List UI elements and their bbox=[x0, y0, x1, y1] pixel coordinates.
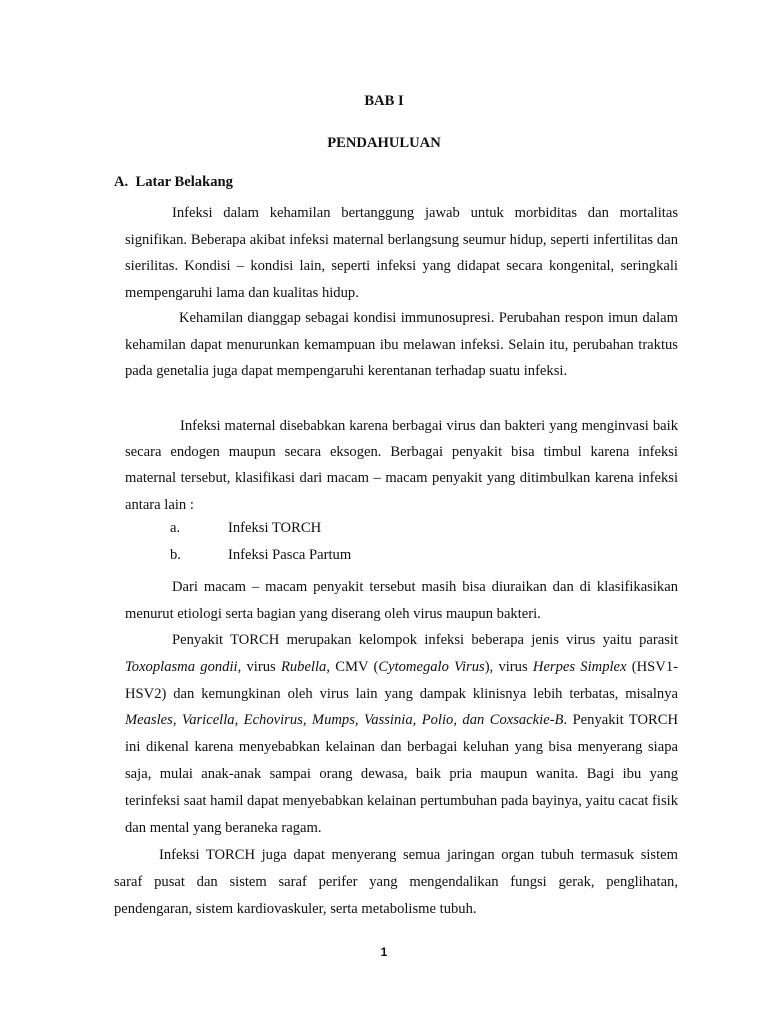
italic-term: Rubella bbox=[280, 658, 327, 675]
list-item bbox=[170, 547, 351, 564]
list-item bbox=[170, 520, 321, 537]
list-marker: a. bbox=[170, 520, 181, 536]
paragraph-6: Infeksi TORCH juga dapat menyerang semua jaringan organ tubuh termasuk sistem saraf pusat dan sistem saraf perifer yang mengendalikan fungsi gerak, penglihatan, pendengaran, sistem kardiovaskuler, serta metabolisme tubuh. bbox=[114, 847, 678, 917]
list-text: Infeksi TORCH bbox=[228, 520, 322, 536]
chapter-title: PENDAHULUAN bbox=[327, 135, 441, 151]
italic-term: Cytomegalo Virus bbox=[378, 658, 485, 675]
paragraph-3: Infeksi maternal disebabkan karena berbagai virus dan bakteri yang menginvasi baik secara endogen maupun secara eksogen. Berbagai penyakit bisa timbul karena infeksi maternal tersebut, klasifikasi dari macam – macam penyakit yang ditimbulkan karena infeksi antara lain : bbox=[125, 418, 678, 513]
page-number: 1 bbox=[380, 945, 388, 959]
paragraph-2: Kehamilan dianggap sebagai kondisi immunosupresi. Perubahan respon imun dalam kehamilan dapat menurunkan kemampuan ibu melawan infeksi. Selain itu, perubahan traktus pada genetalia juga dapat mempengaruhi kerentanan terhadap suatu infeksi. bbox=[125, 310, 678, 379]
paragraph-5: Penyakit TORCH merupakan kelompok infeksi beberapa jenis virus yaitu parasit Toxoplasma gondii, virus Rubella, CMV (Cytomegalo Virus), virus Herpes Simplex (HSV1-HSV2) dan kemungkinan oleh virus lain yang dampak klinisnya lebih terbatas, misalnya Measles, Varicella, Echovirus, Mumps, Vassinia, Polio, dan Coxsackie-B. Penyakit TORCH ini dikenal karena menyebabkan kelainan dan berbagai keluhan yang bisa menyerang siapa saja, mulai anak-anak sampai orang dewasa, baik pria maupun wanita. Bagi ibu yang terinfeksi saat hamil dapat menyebabkan kelainan pertumbuhan pada bayinya, yaitu cacat fisik dan mental yang beraneka ragam. bbox=[125, 632, 678, 836]
chapter-label: BAB I bbox=[364, 93, 404, 109]
section-heading: A. Latar Belakang bbox=[114, 174, 233, 190]
italic-term: Toxoplasma gondii bbox=[125, 658, 238, 675]
italic-term: Measles, Varicella, Echovirus, Mumps, Vassinia, Polio, dan Coxsackie-B bbox=[125, 712, 564, 729]
paragraph-1: Infeksi dalam kehamilan bertanggung jawab untuk morbiditas dan mortalitas signifikan. Beberapa akibat infeksi maternal berlangsung seumur hidup, seperti infertilitas dan sierilitas. Kondisi – kondisi lain, seperti infeksi yang didapat secara kongenital, seringkali mempengaruhi lama dan kualitas hidup. bbox=[125, 205, 678, 301]
list-text: Infeksi Pasca Partum bbox=[228, 547, 352, 563]
paragraph-4: Dari macam – macam penyakit tersebut masih bisa diuraikan dan di klasifikasikan menurut etiologi serta bagian yang diserang oleh virus maupun bakteri. bbox=[125, 579, 678, 622]
list-marker: b. bbox=[170, 547, 181, 563]
italic-term: Herpes Simplex bbox=[532, 658, 627, 675]
